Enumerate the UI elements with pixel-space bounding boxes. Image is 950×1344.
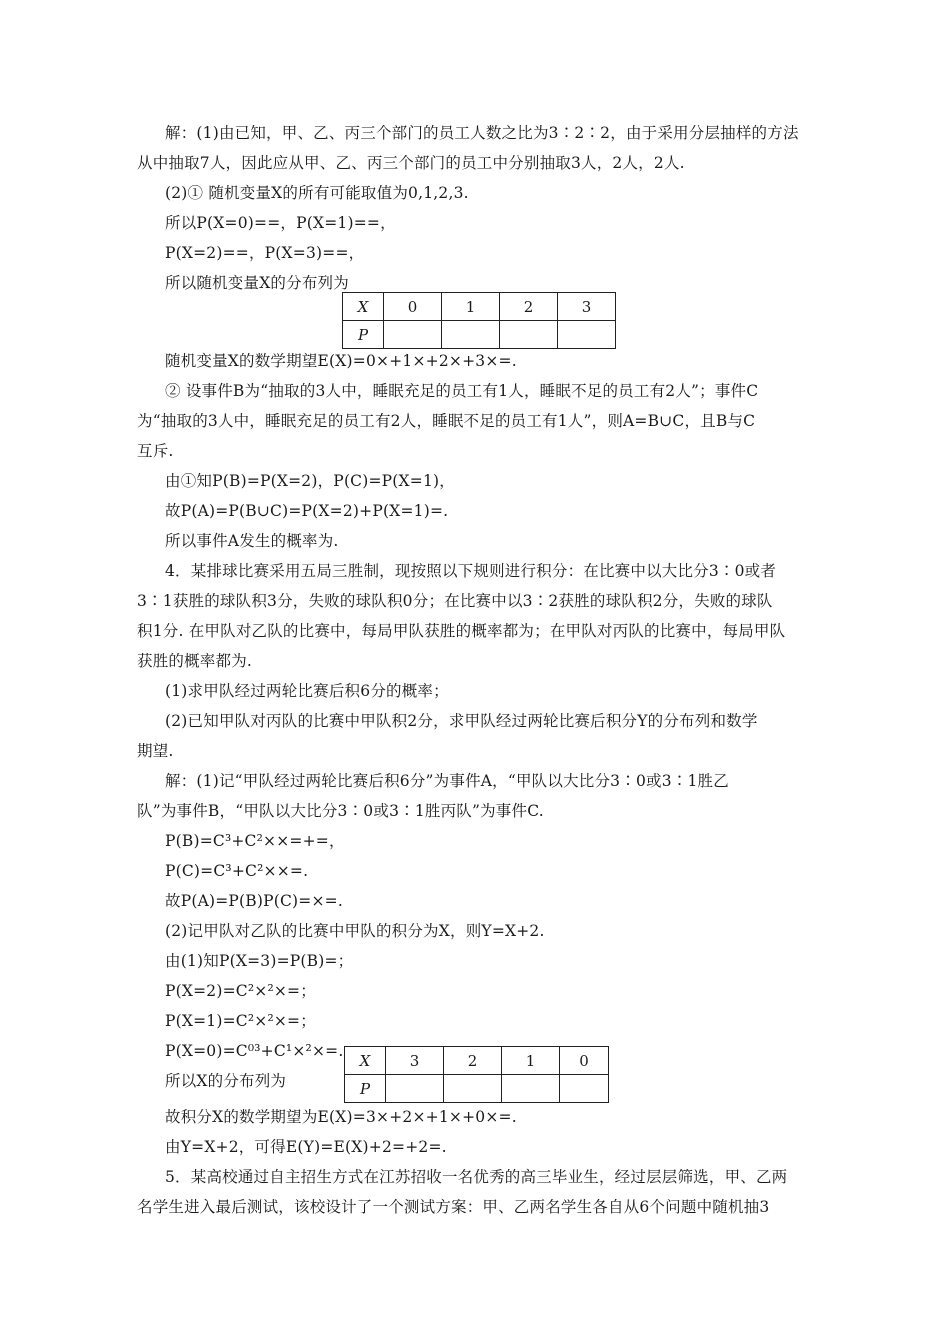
table-row [345,1047,609,1075]
distribution-table-1 [342,292,616,349]
table-cell: 3 [386,1047,444,1075]
text-line: 期望. [137,742,174,760]
text-line: 互斥. [137,442,174,460]
text-line: 从中抽取7人，因此应从甲、乙、丙三个部门的员工中分别抽取3人，2人，2人. [137,154,685,172]
table-cell [442,321,500,349]
text-line: 解：(1)记“甲队经过两轮比赛后积6分”为事件A，“甲队以大比分3∶0或3∶1胜乙 [165,772,729,790]
text-line: P(X=1)=C²×²×=； [165,1012,316,1030]
text-line: 故积分X的数学期望为E(X)=3×+2×+1×+0×=. [165,1108,517,1126]
table-cell [560,1075,609,1103]
text-line: 随机变量X的数学期望E(X)=0×+1×+2×+3×=. [165,352,517,370]
table-cell: P [345,1075,386,1103]
text-line: 所以随机变量X的分布列为 [165,274,349,292]
text-line: 所以事件A发生的概率为. [165,532,339,550]
distribution-table-2 [344,1046,609,1103]
text-line: P(X=2)==，P(X=3)==， [165,244,365,262]
table-cell [502,1075,560,1103]
text-line: P(C)=C³+C²××=. [165,862,309,880]
text-line: 5．某高校通过自主招生方式在江苏招收一名优秀的高三毕业生，经过层层筛选，甲、乙两 [165,1168,788,1186]
table-row [343,293,616,321]
text-line: 队”为事件B，“甲队以大比分3∶0或3∶1胜丙队”为事件C. [137,802,544,820]
text-line: 为“抽取的3人中，睡眠充足的员工有2人，睡眠不足的员工有1人”，则A=B∪C，且B与C [137,412,756,430]
text-line: P(X=0)=C⁰³+C¹×²×=. [165,1042,344,1060]
table-row [345,1075,609,1103]
text-line: 故P(A)=P(B∪C)=P(X=2)+P(X=1)=. [165,502,449,520]
text-line: 由Y=X+2，可得E(Y)=E(X)+2=+2=. [165,1138,447,1156]
text-line: 由(1)知P(X=3)=P(B)=； [165,952,354,970]
table-cell: 2 [444,1047,502,1075]
text-line: 解：(1)由已知，甲、乙、丙三个部门的员工人数之比为3∶2∶2，由于采用分层抽样的方法 [165,124,799,142]
text-line: P(B)=C³+C²××=+=， [165,832,345,850]
text-line: 故P(A)=P(B)P(C)=×=. [165,892,343,910]
table-cell: 0 [384,293,442,321]
table-cell: 3 [558,293,616,321]
table-cell: P [343,321,384,349]
table-cell: X [343,293,384,321]
text-line: 由①知P(B)=P(X=2)，P(C)=P(X=1)， [165,472,455,490]
text-line: (2)① 随机变量X的所有可能取值为0,1,2,3. [165,184,469,202]
text-line: P(X=2)=C²×²×=； [165,982,316,1000]
table-cell: 1 [442,293,500,321]
text-line: (1)求甲队经过两轮比赛后积6分的概率； [165,682,449,700]
text-line: (2)记甲队对乙队的比赛中甲队的积分为X，则Y=X+2. [165,922,545,940]
table-cell: 1 [502,1047,560,1075]
text-line: 名学生进入最后测试，该校设计了一个测试方案：甲、乙两名学生各自从6个问题中随机抽3 [137,1198,770,1216]
table-cell: 2 [500,293,558,321]
table-row [343,321,616,349]
text-line: 所以X的分布列为 [165,1072,287,1090]
table-cell [558,321,616,349]
table-cell [500,321,558,349]
text-line: 积1分. 在甲队对乙队的比赛中，每局甲队获胜的概率都为；在甲队对丙队的比赛中，每局甲队 [137,622,786,640]
table-cell: 0 [560,1047,609,1075]
text-line: 3∶1获胜的球队积3分，失败的球队积0分；在比赛中以3∶2获胜的球队积2分，失败的球队 [137,592,773,610]
table-cell: X [345,1047,386,1075]
table-cell [444,1075,502,1103]
text-line: ② 设事件B为“抽取的3人中，睡眠充足的员工有1人，睡眠不足的员工有2人”；事件C [165,382,759,400]
text-line: 所以P(X=0)==，P(X=1)==， [165,214,396,232]
text-line: (2)已知甲队对丙队的比赛中甲队积2分，求甲队经过两轮比赛后积分Y的分布列和数学 [165,712,758,730]
text-line: 获胜的概率都为. [137,652,253,670]
table-cell [384,321,442,349]
table-cell [386,1075,444,1103]
text-line: 4．某排球比赛采用五局三胜制，现按照以下规则进行积分：在比赛中以大比分3∶0或者 [165,562,777,580]
